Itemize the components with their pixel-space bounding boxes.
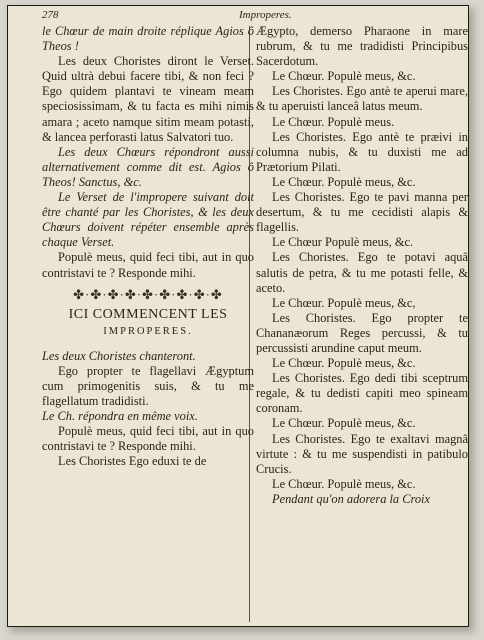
- response-paragraph: Populè meus, quid feci tibi, aut in quo contristavi te ? Responde mihi.: [42, 250, 254, 280]
- section-heading: ICI COMMENCENT LES: [68, 306, 228, 322]
- verse-paragraph: Les Choristes. Ego propter te Chananæorum Reges percussi, & tu percussisti arundine caput meum.: [256, 310, 468, 355]
- running-header: [42, 9, 462, 25]
- response-line: Le Chœur. Populè meus, &c.: [272, 174, 416, 189]
- verse-paragraph: Les Choristes. Ego te potavi aquâ salutis de petra, & tu me potasti felle, & aceto.: [256, 250, 468, 295]
- verse-paragraph: Les Choristes. Ego te pavi manna per desertum, & tu me cecidisti alapis & flagellis.: [256, 190, 468, 235]
- response-line: Le Chœur. Populè meus, &c.: [272, 356, 416, 371]
- response-line: Le Chœur. Populè meus, &c,: [272, 295, 416, 310]
- rubric-paragraph: Les deux Chœurs répondront aussi alternativement comme dit est. Agios ô Theos! Sanctus, &c.: [42, 144, 254, 189]
- response-line: Le Chœur. Populè meus, &c.: [272, 69, 416, 84]
- rubric-paragraph: Le Verset de l'impropere suivant doit être chanté par les Choristes, & les deux Chœurs doivent répéter ensemble après chaque Verset.: [42, 190, 254, 250]
- verse-paragraph: Les Choristes Ego eduxi te de: [58, 454, 207, 469]
- response-line: Le Chœur. Populè meus.: [272, 114, 395, 129]
- section-subheading: IMPROPERES.: [103, 325, 193, 337]
- verse-paragraph: Ægypto, demerso Pharaone in mare rubrum, & tu me tradidisti Principibus Sacerdotum.: [256, 24, 468, 69]
- verse-paragraph: Les Choristes. Ego antè te aperui mare, & tu aperuisti lanceâ latus meum.: [256, 84, 468, 114]
- verse-paragraph: Les deux Choristes diront le Verset. Quid ultrà debui facere tibi, & non feci ? Ego quidem plantavi te vineam meam speciosissimam, & tu facta es mihi nimis amara ; aceto namque sitim meam potasti, & lancea perforasti latus Salvatori tuo.: [42, 54, 254, 144]
- verse-paragraph: Ego propter te flagellavi Ægyptum cum primogenitis suis, & tu me flagellatum tradidisti.: [42, 363, 254, 408]
- response-paragraph: Populè meus, quid feci tibi, aut in quo contristavi te ? Responde mihi.: [42, 424, 254, 454]
- response-line: Le Chœur. Populè meus, &c.: [272, 476, 416, 491]
- left-column: [42, 24, 254, 469]
- rubric-paragraph: le Chœur de main droite réplique Agios ô Theos !: [42, 24, 254, 54]
- verse-paragraph: Les Choristes. Ego te exaltavi magnâ virtute : & tu me suspendisti in patibulo Crucis.: [256, 431, 468, 476]
- rubric-paragraph: Le Ch. répondra en même voix.: [42, 409, 198, 424]
- page-number: 278: [42, 9, 59, 21]
- running-title: Improperes.: [239, 9, 292, 21]
- response-line: Le Chœur Populè meus, &c.: [272, 235, 414, 250]
- rubric-paragraph: Les deux Choristes chanteront.: [42, 348, 196, 363]
- response-line: Le Chœur. Populè meus, &c.: [272, 416, 416, 431]
- right-column: [256, 24, 468, 507]
- book-page: [7, 5, 469, 627]
- verse-paragraph: Les Choristes. Ego antè te præivi in columna nubis, & tu duxisti me ad Prætorium Pilati.: [256, 129, 468, 174]
- rubric-paragraph: Pendant qu'on adorera la Croix: [272, 491, 430, 506]
- verse-paragraph: Les Choristes. Ego dedi tibi sceptrum regale, & tu dedisti capiti meo spineam coronam.: [256, 371, 468, 416]
- ornament-divider: ✤·✤·✤·✤·✤·✤·✤·✤·✤: [73, 286, 223, 302]
